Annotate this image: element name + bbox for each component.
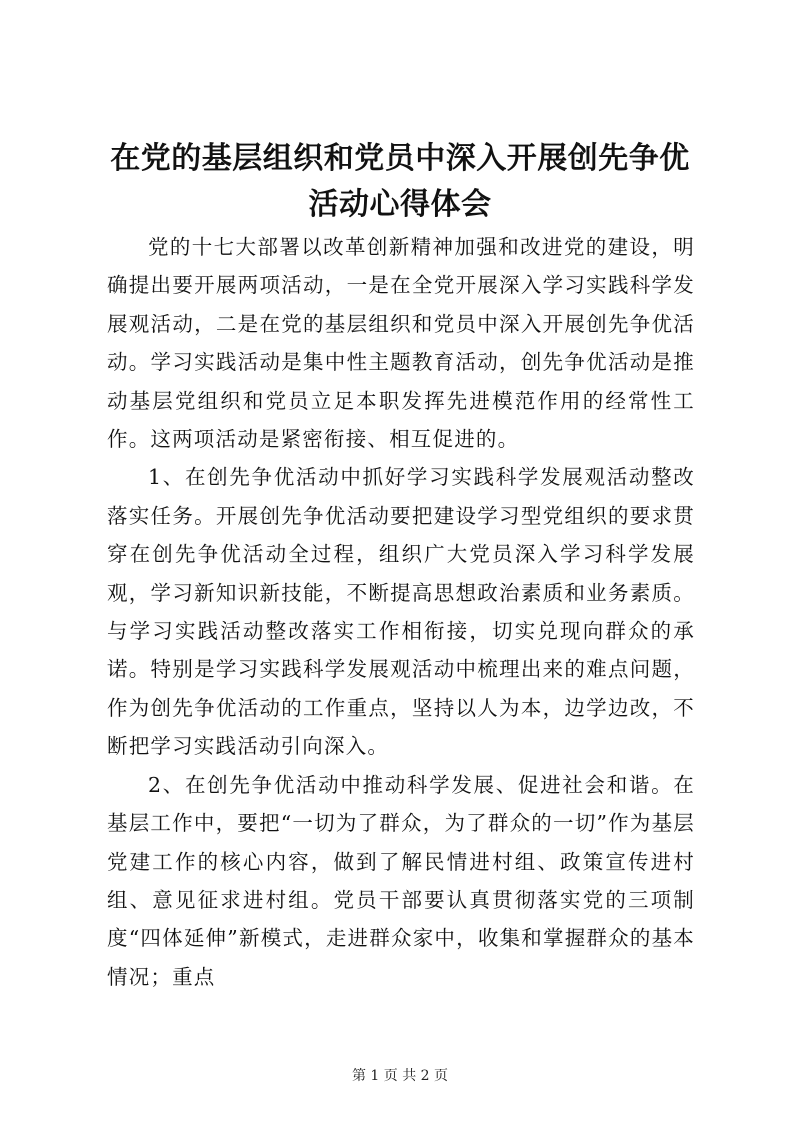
page-title: 在党的基层组织和党员中深入开展创先争优活动心得体会 [110, 141, 690, 222]
document-body [107, 228, 695, 996]
paragraph-intro: 党的十七大部署以改革创新精神加强和改进党的建设，明确提出要开展两项活动，一是在全党开展深入学习实践科学发展观活动，二是在党的基层组织和党员中深入开展创先争优活动。学习实践活动是集中性主题教育活动，创先争优活动是推动基层党组织和党员立足本职发挥先进模范作用的经常性工作。这两项活动是紧密衔接、相互促进的。 [107, 235, 695, 452]
paragraph-point-1: 1、在创先争优活动中抓好学习实践科学发展观活动整改落实任务。开展创先争优活动要把建设学习型党组织的要求贯穿在创先争优活动全过程，组织广大党员深入学习科学发展观，学习新知识新技能，不断提高思想政治素质和业务素质。与学习实践活动整改落实工作相衔接，切实兑现向群众的承诺。特别是学习实践科学发展观活动中梳理出来的难点问题，作为创先争优活动的工作重点，坚持以人为本，边学边改，不断把学习实践活动引向深入。 [107, 465, 695, 759]
paragraph-point-2: 2、在创先争优活动中推动科学发展、促进社会和谐。在基层工作中，要把“一切为了群众，为了群众的一切”作为基层党建工作的核心内容，做到了解民情进村组、政策宣传进村组、意见征求进村组。党员干部要认真贯彻落实党的三项制度“四体延伸”新模式，走进群众家中，收集和掌握群众的基本情况；重点 [107, 772, 695, 989]
page-footer: 第 1 页 共 2 页 [351, 1068, 449, 1084]
